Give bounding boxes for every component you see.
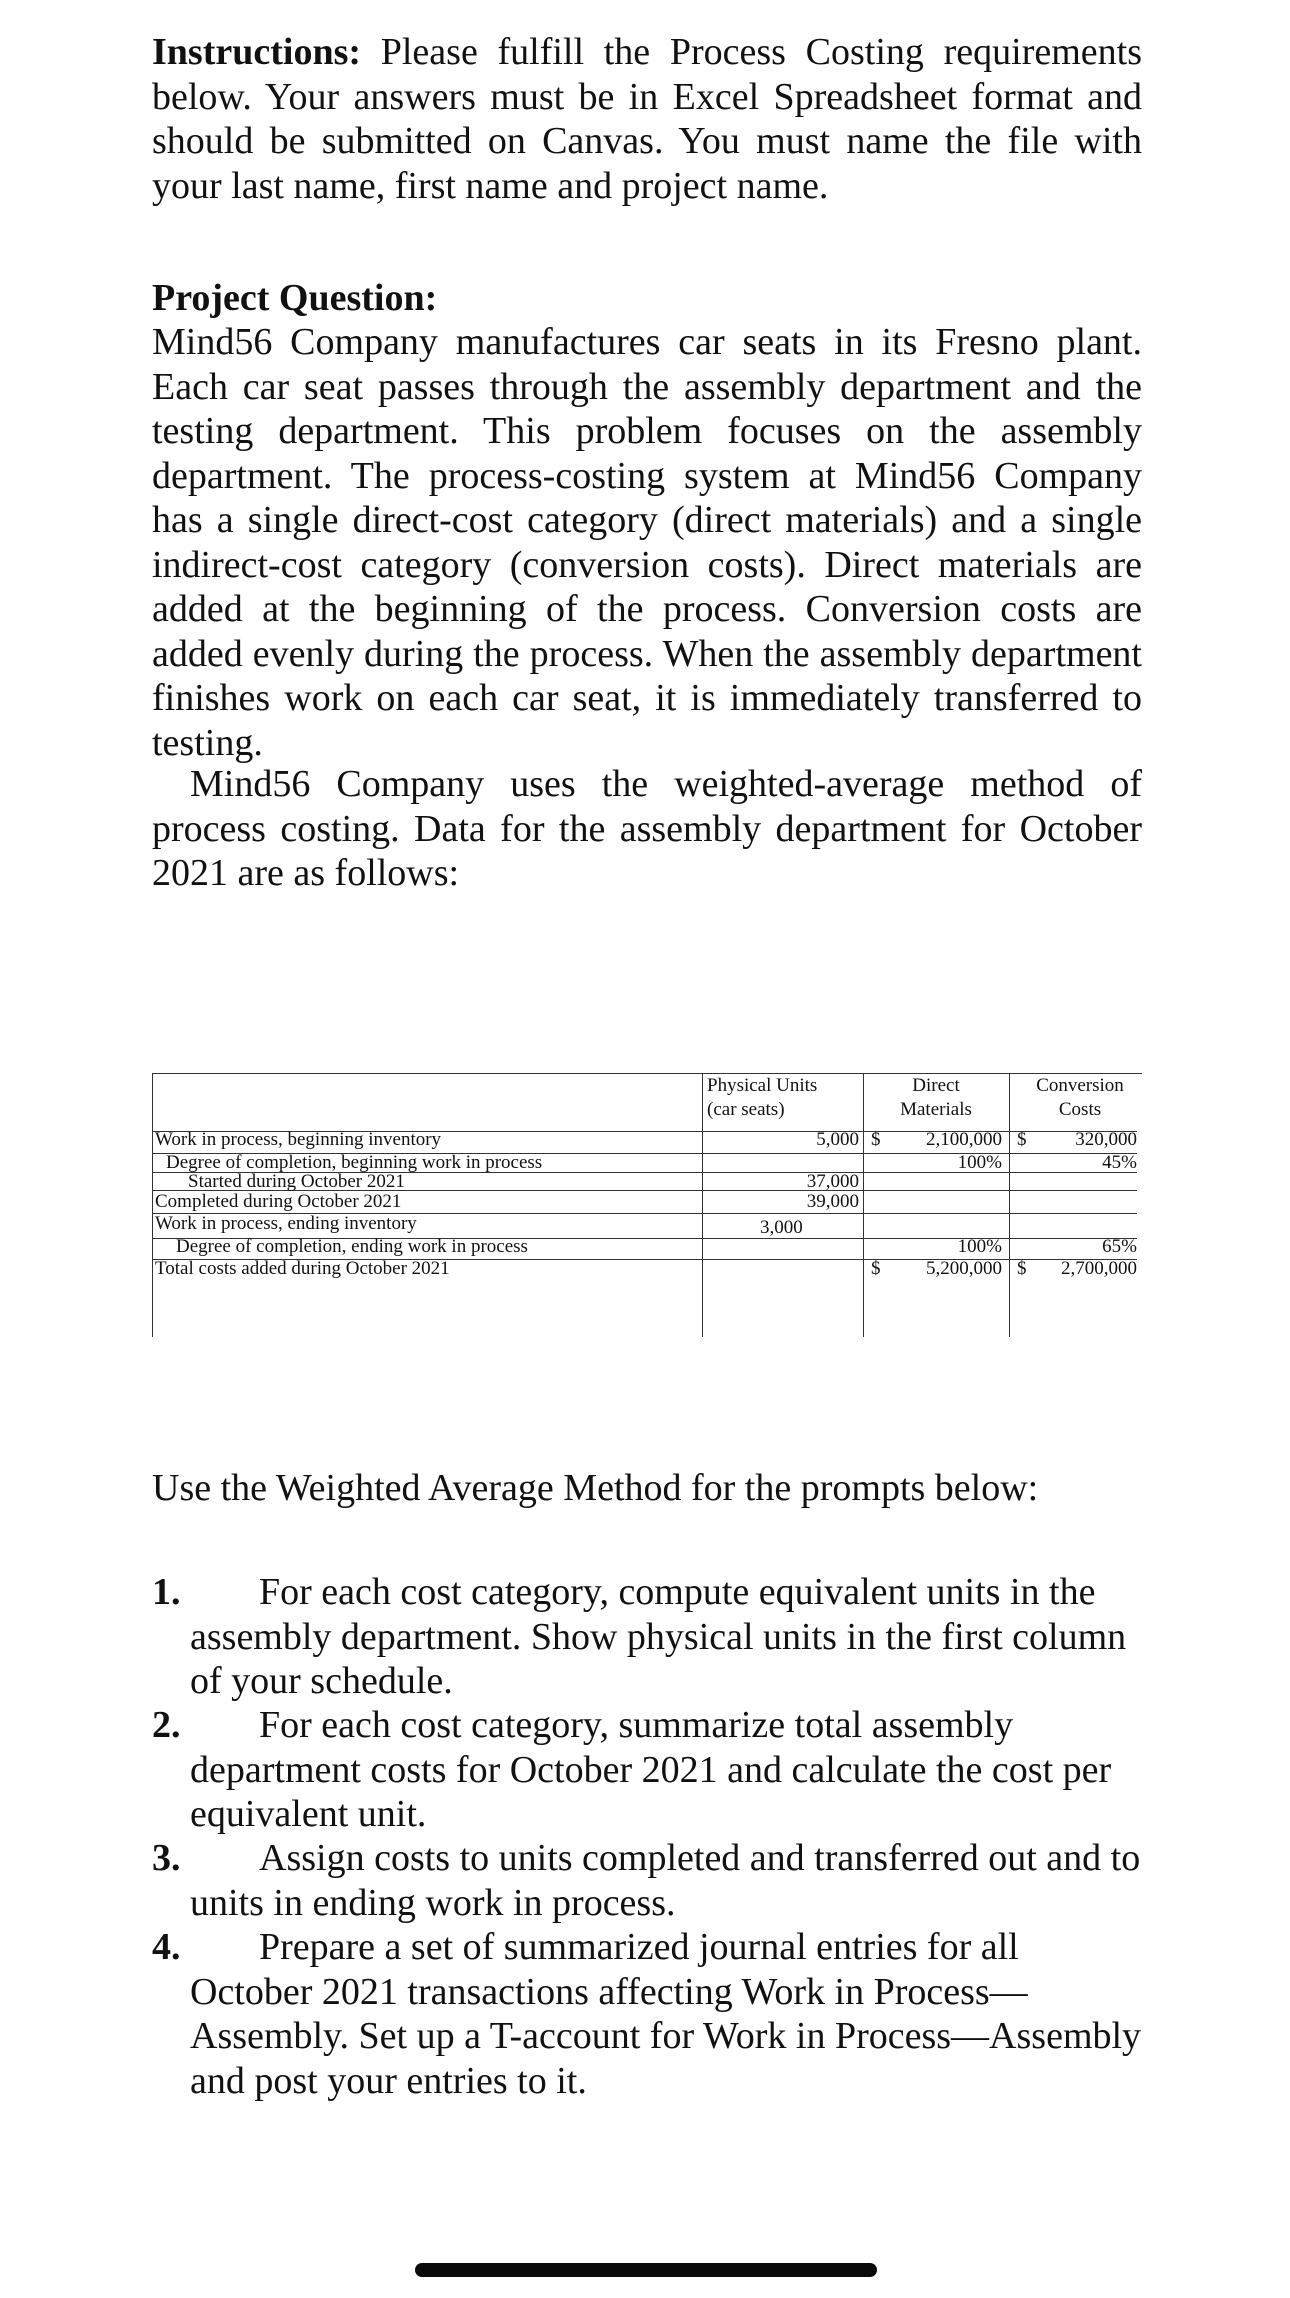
row-label: Degree of completion, ending work in process [176,1236,528,1257]
instructions-paragraph [152,30,1142,208]
prompt-text: For each cost category, summarize total assembly department costs for October 2021 and calculate the cost per equivalent unit. [190,1704,1112,1835]
prompt-number: 1. [152,1571,181,1613]
row-units: 39,000 [806,1191,859,1212]
row-label: Degree of completion, beginning work in process [166,1152,543,1173]
prompt-number: 2. [152,1704,181,1746]
header-materials: Materials [900,1099,972,1120]
row-cc: 2,700,000 [1061,1258,1137,1279]
method-label: Use the Weighted Average Method for the prompts below: [152,1467,1039,1509]
row-dm: 2,100,000 [926,1129,1002,1150]
row-label: Work in process, ending inventory [155,1213,417,1234]
instructions-text: Please fulfill the Process Costing requirements below. Your answers must be in Excel Spreadsheet format and should be submitted on Canvas. You must name the file with your last name, first name and project name. [152,31,1142,207]
prompt-text: Assign costs to units completed and transferred out and to units in ending work in process. [190,1837,1141,1924]
header-physical-units-sub: (car seats) [707,1099,785,1120]
prompt-number: 3. [152,1837,181,1879]
project-paragraph-1: Mind56 Company manufactures car seats in its Fresno plant. Each car seat passes through the assembly department and the testing department. This problem focuses on the assembly department. The process-costing system at Mind56 Company has a single direct-cost category (direct materials) and a single indirect-cost category (conversion costs). Direct materials are added at the beginning of the process. Conversion costs are added evenly during the process. When the assembly department finishes work on each car seat, it is immediately transferred to testing. [152,321,1142,764]
instructions-label: Instructions: [152,31,362,73]
row-cc: 45% [1102,1152,1137,1173]
prompt-item [152,1925,1147,2103]
row-dm: 5,200,000 [926,1258,1002,1279]
prompt-text: Prepare a set of summarized journal entries for all October 2021 transactions affecting Work in Process—Assembly. Set up a T-account for Work in Process—Assembly and post your entries to it. [190,1926,1142,2102]
project-question-title: Project Question: [152,277,438,319]
prompt-item [152,1703,1147,1837]
row-cc-symbol: $ [1017,1258,1027,1279]
row-dm-symbol: $ [871,1258,881,1279]
row-cc: 320,000 [1075,1129,1137,1150]
prompt-number: 4. [152,1926,181,1968]
row-dm-symbol: $ [871,1129,881,1150]
header-physical-units: Physical Units [707,1075,818,1096]
header-costs: Costs [1058,1099,1102,1120]
prompt-text: For each cost category, compute equivalent units in the assembly department. Show physical units in the first column of your schedule. [190,1571,1127,1702]
row-label: Started during October 2021 [188,1171,405,1192]
row-dm: 100% [957,1236,1002,1257]
row-units: 3,000 [760,1217,803,1238]
assembly-data-table [152,1073,1142,1333]
header-conversion: Conversion [1036,1075,1124,1096]
prompt-item [152,1570,1147,1704]
row-label: Total costs added during October 2021 [155,1258,450,1279]
row-cc-symbol: $ [1017,1129,1027,1150]
row-label: Work in process, beginning inventory [155,1129,442,1150]
project-paragraph-2: Mind56 Company uses the weighted-average method of process costing. Data for the assembly department for October 2021 are as follows: [152,763,1142,894]
header-direct: Direct [912,1075,960,1096]
row-cc: 65% [1102,1236,1137,1257]
row-units: 5,000 [816,1129,859,1150]
prompt-item [152,1836,1147,1925]
row-units: 37,000 [806,1171,859,1192]
row-dm: 100% [957,1152,1002,1173]
home-indicator[interactable] [415,2263,877,2277]
row-label: Completed during October 2021 [155,1191,402,1212]
